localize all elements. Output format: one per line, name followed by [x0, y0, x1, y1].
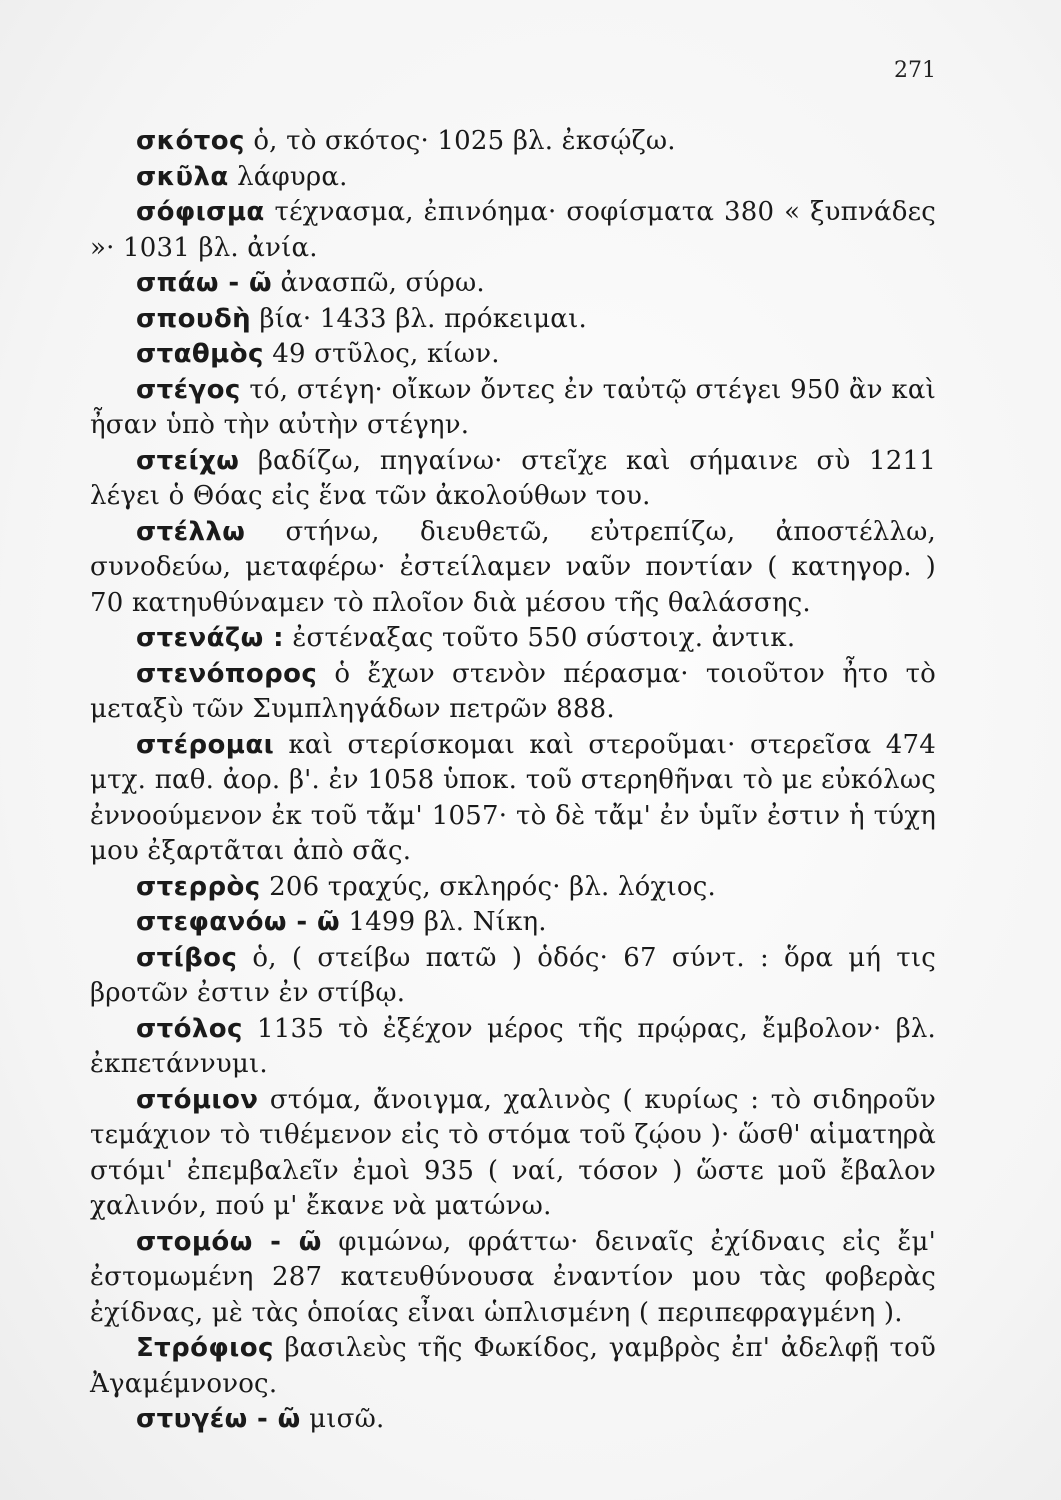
entry-headword: σπουδὴ [136, 303, 252, 334]
entry-headword: Στρόφιος [136, 1333, 274, 1363]
dictionary-entry [90, 373, 936, 444]
entry-headword: στόμιον [136, 1084, 259, 1115]
entry-definition: βασιλεὺς τῆς Φωκίδος, γαμβρὸς ἐπ' ἀδελφῇ τοῦ Ἀγαμέμνονος. [90, 1333, 936, 1399]
entry-headword: σταθμὸς [136, 339, 264, 369]
entry-definition: 1135 τὸ ἐξέχον μέρος τῆς πρῴρας, ἔμβολον· βλ. ἐκπετάννυμι. [90, 1013, 936, 1079]
entry-headword: στυγέω - ῶ [136, 1404, 301, 1434]
entry-headword: στεφανόω - ῶ [136, 907, 340, 937]
dictionary-entry [90, 302, 936, 338]
dictionary-entry [90, 1331, 936, 1402]
dictionary-entry [90, 870, 936, 906]
dictionary-entry [90, 160, 936, 196]
dictionary-entry [90, 1402, 936, 1438]
entry-definition: τέχνασμα, ἐπινόημα· σοφίσματα 380 « ξυπνάδες »· 1031 βλ. ἀνία. [90, 197, 936, 263]
entry-definition: ἀνασπῶ, σύρω. [280, 268, 485, 298]
dictionary-entry [90, 124, 936, 160]
entry-definition: βία· 1433 βλ. πρόκειμαι. [259, 303, 587, 334]
dictionary-entry [90, 941, 936, 1012]
entry-headword: στέρομαι [136, 729, 275, 760]
entry-definition: ἐστέναξας τοῦτο 550 σύστοιχ. ἀντικ. [292, 623, 796, 653]
entry-headword: στέγος [136, 374, 241, 405]
entry-definition: τό, στέγη· οἴκων ὄντες ἐν ταὐτῷ στέγει 950 ἂν καὶ ἦσαν ὑπὸ τὴν αὐτὴν στέγην. [90, 374, 936, 440]
entry-definition: 1499 βλ. Νίκη. [348, 907, 547, 937]
page-number: 271 [894, 58, 936, 83]
dictionary-entry [90, 337, 936, 373]
entry-headword: σκῦλα [136, 161, 229, 192]
entry-headword: σπάω - ῶ [136, 268, 272, 298]
entry-headword: στέλλω [136, 516, 246, 547]
entry-definition: βαδίζω, πηγαίνω· στεῖχε καὶ σήμαινε σὺ 1211 λέγει ὁ Θόας εἰς ἕνα τῶν ἀκολούθων του. [90, 445, 937, 511]
entry-definition: στόμα, ἄνοιγμα, χαλινὸς ( κυρίως : τὸ σιδηροῦν τεμάχιον τὸ τιθέμενον εἰς τὸ στόμα τοῦ ζῴου )· ὥσθ' αἱματηρὰ στόμι' ἐπεμβαλεῖν ἐμοὶ 935 ( ναί, τόσον ) ὥστε μοῦ ἔβαλον χαλινόν, πού μ' ἔκανε νὰ ματώνω. [90, 1084, 937, 1221]
entry-definition: 206 τραχύς, σκληρός· βλ. λόχιος. [269, 871, 716, 902]
dictionary-entry [90, 621, 936, 657]
entry-headword: σκότος [136, 126, 245, 156]
entry-definition: ὁ, τὸ σκότος· 1025 βλ. ἐκσῴζω. [253, 126, 676, 156]
entry-headword: σόφισμα [136, 197, 265, 227]
entry-headword: στόλος [136, 1013, 243, 1044]
dictionary-entries [90, 124, 936, 1438]
entry-definition: ὁ ἔχων στενὸν πέρασμα· τοιοῦτον ἦτο τὸ μεταξὺ τῶν Συμπληγάδων πετρῶν 888. [90, 658, 937, 724]
dictionary-entry [90, 515, 936, 622]
entry-headword: στομόω - ῶ [136, 1226, 322, 1257]
entry-definition: λάφυρα. [237, 161, 348, 192]
dictionary-entry [90, 905, 936, 941]
entry-headword: στείχω [136, 445, 240, 476]
entry-headword: στερρὸς [136, 871, 261, 902]
entry-headword: στίβος [136, 942, 238, 973]
entry-definition: καὶ στερίσκομαι καὶ στεροῦμαι· στερεῖσα 474 μτχ. παθ. ἀορ. β'. ἐν 1058 ὑποκ. τοῦ στερηθῆναι τὸ με εὐκόλως ἐννοούμενον ἐκ τοῦ τἄμ' 1057· τὸ δὲ τἄμ' ἐν ὑμῖν ἐστιν ἡ τύχη μου ἐξαρτᾶται ἀπὸ σᾶς. [90, 729, 936, 866]
dictionary-entry [90, 195, 936, 266]
entry-definition: ὁ, ( στείβω πατῶ ) ὁδός· 67 σύντ. : ὅρα μή τις βροτῶν ἐστιν ἐν στίβῳ. [90, 942, 937, 1008]
entry-headword: στενόπορος [136, 658, 318, 689]
entry-definition: φιμώνω, φράττω· δειναῖς ἐχίδναις εἰς ἔμ' ἐστομωμένη 287 κατευθύνουσα ἐναντίον μου τὰς φοβερὰς ἐχίδνας, μὲ τὰς ὁποίας εἶναι ὡπλισμένη ( περιπεφραγμένη ). [90, 1226, 936, 1328]
dictionary-entry [90, 444, 936, 515]
entry-definition: 49 στῦλος, κίων. [272, 339, 500, 369]
dictionary-entry [90, 1225, 936, 1332]
dictionary-entry [90, 728, 936, 870]
dictionary-entry [90, 1012, 936, 1083]
entry-definition: στήνω, διευθετῶ, εὐτρεπίζω, ἀποστέλλω, συνοδεύω, μεταφέρω· ἐστείλαμεν ναῦν ποντίαν ( κατηγορ. ) 70 κατηυθύναμεν τὸ πλοῖον διὰ μέσου τῆς θαλάσσης. [90, 516, 936, 618]
dictionary-entry [90, 1083, 936, 1225]
dictionary-entry [90, 657, 936, 728]
entry-definition: μισῶ. [309, 1404, 385, 1434]
entry-headword: στενάζω : [136, 623, 284, 653]
dictionary-entry [90, 266, 936, 302]
